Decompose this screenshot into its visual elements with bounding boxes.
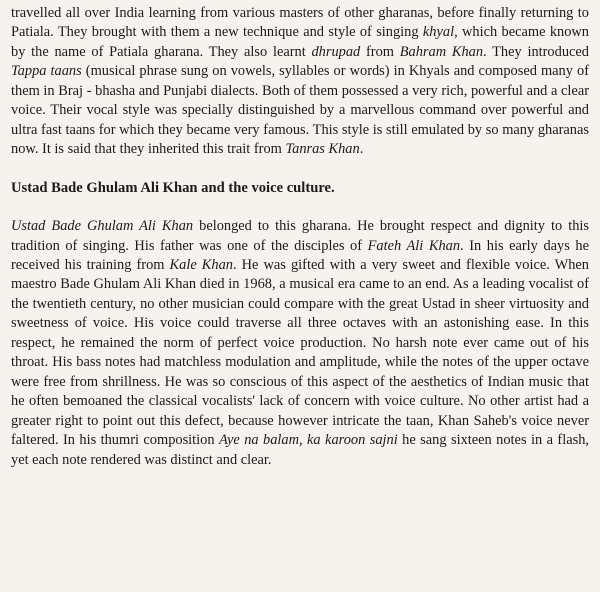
text-run: from (360, 43, 400, 60)
paragraph-voice-culture (11, 217, 589, 470)
text-run: belonged to this gharana. He brought respect and dignity to this tradition of singing. His father was one of the disciples of (11, 218, 590, 254)
text-run: (musical phrase sung on vowels, syllables or words) in Khyals and composed many of them in Braj - bhasha and Punjabi dialects. Both of them possessed a very rich, powerful and a clear voice. Their vocal style was specially distinguished by a marvellous command over powerful and ultra fast taans for which they became very famous. This style is still emulated by so many gharanas now. It is said that they inherited this trait from (11, 63, 589, 158)
text-run: . He was gifted with a very sweet and flexible voice. When maestro Bade Ghulam Ali Khan died in 1968, a musical era came to an end. As a leading vocalist of the twentieth century, no other musician could compare with the great Ustad in sheer virtuosity and sweetness of voice. His voice could traverse all three octaves with an astonishing ease. In this respect, he remained the norm of perfect voice production. No harsh note ever came out of his throat. His bass notes had matchless modulation and amplitude, while the notes of the upper octave were free from shrillness. He was so conscious of this aspect of the aesthetics of Indian music that he often bemoaned the classical vocalists' lack of concern with voice culture. No other artist had a greater right to point out this defect, because however intricate the taan, Khan Saheb's voice never faltered. In his thumri composition (11, 256, 589, 449)
text-run: travelled all over India learning from various masters of other gharanas, before finally returning to Patiala. They brought with them a new technique and style of singing (11, 5, 589, 41)
italic-term: Kale Khan (169, 256, 233, 273)
italic-term: Fateh Ali Khan (367, 237, 461, 254)
text-run: . In his early days he received his training from (11, 237, 589, 273)
italic-term: Bahram Khan (399, 43, 484, 60)
section-heading: Ustad Bade Ghulam Ali Khan and the voice culture. (11, 179, 335, 196)
text-run: . They introduced (483, 43, 589, 60)
text-run: which became known by the name of Patiala gharana. They also learnt (11, 24, 589, 60)
italic-term: Ustad Bade Ghulam Ali Khan (11, 218, 194, 235)
italic-term: Tappa taans (11, 63, 82, 80)
italic-term: khyal, (422, 24, 458, 41)
italic-term: dhrupad (311, 43, 361, 60)
italic-term: Tanras Khan (285, 141, 360, 158)
paragraph-gharana-history (11, 4, 589, 160)
text-run: he sang sixteen notes in a flash, yet each note rendered was distinct and clear. (11, 432, 589, 468)
text-run: . (359, 141, 364, 158)
document-page (11, 4, 589, 470)
italic-term: Aye na balam, ka karoon sajni (219, 432, 398, 449)
